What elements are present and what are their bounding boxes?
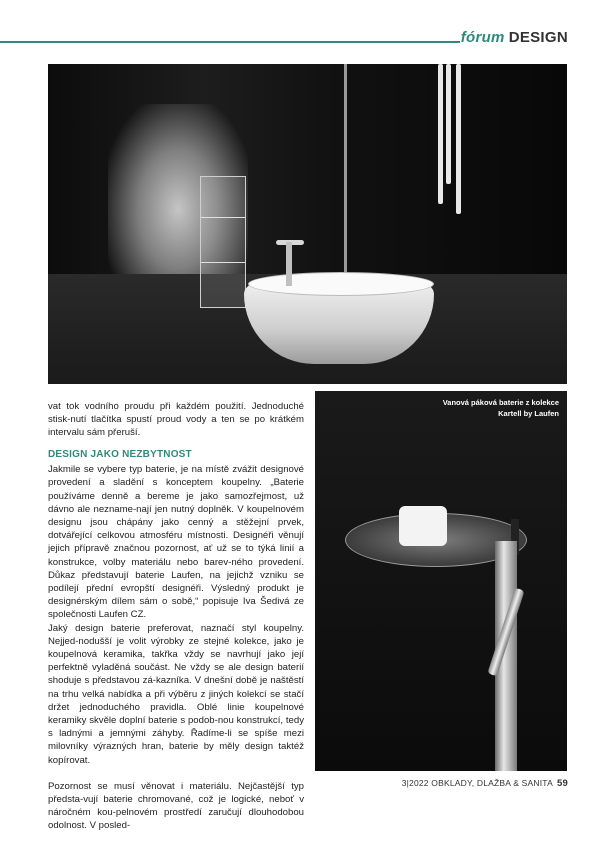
page-number: 59 bbox=[557, 778, 568, 789]
issue-label: 3|2022 OBKLADY, DLAŽBA & SANITA bbox=[401, 778, 553, 788]
section-title bbox=[461, 29, 568, 46]
photo-caption bbox=[443, 397, 559, 419]
header-rule bbox=[0, 41, 460, 43]
subheading: DESIGN JAKO NEZBYTNOST bbox=[48, 449, 192, 460]
section-prefix: fórum bbox=[460, 29, 505, 46]
glass-shelf bbox=[200, 176, 246, 308]
caption-line-1: Vanová páková baterie z kolekce bbox=[442, 398, 559, 407]
pendant-lamp bbox=[446, 64, 451, 184]
floor-faucet bbox=[286, 242, 292, 286]
caption-line-2: Kartell by Laufen bbox=[498, 409, 559, 418]
faucet-photo bbox=[315, 391, 567, 771]
pendant-lamp bbox=[456, 64, 461, 214]
paragraph-3: Pozornost se musí věnovat i materiálu. Nejčastější typ předsta-vují baterie chromované, což je logické, neboť v náročném kou-pelnovém prostředí zaručují dlouhodobou odolnost. V posled- bbox=[48, 780, 304, 832]
pendant-lamp bbox=[438, 64, 443, 204]
intro-paragraph: vat tok vodního proudu při každém použití. Jednoduché stisk-nutí tlačítka spustí proud vody a ten se po krátkém intervalu sám přeruší. bbox=[48, 401, 304, 439]
section-name: DESIGN bbox=[508, 29, 568, 46]
bathtub-rim bbox=[248, 272, 434, 296]
article-column bbox=[48, 448, 304, 846]
soap-bar bbox=[399, 506, 447, 546]
paragraph-2: Jaký design baterie preferovat, naznačí styl koupelny. Nejjed-nodušší je volit výrobky ze stejné kolekce, jako je koupelnová keramika, takřka vždy se navrhují jako její perfektně vyladěná součást. Ne vždy se ale design baterií shoduje s představou zá-kazníka. V dnešní době je naštěstí na trhu velká nabídka a při výběru z jiných kolekcí se stačí držet jednoduchého pravidla. Oblé linie koupelnové keramiky skvěle doplní baterie s podob-nou konstrukcí, tedy s ladnými a jemnými záhyby. Řadíme-li se spíše mezi milovníky výrazných hran, baterie by měly design taktéž kopírovat. bbox=[48, 622, 304, 766]
intro-column bbox=[48, 400, 304, 453]
paragraph-1: Jakmile se vybere typ baterie, je na místě zvážit designové provedení a sladění s konceptem koupelny. „Baterie používáme denně a bereme je jako samozřejmost, už dávno ale nezname-nají jen nutný doplněk. V koupelnovém designu jsou chápány jako cenný a stěžejní prvek, dotvářející celkovou atmosféru místnosti. Designéři věnují jejich přípravě značnou pozornost, ať už se to týká linií a konstrukce, volby materiálu nebo barev-ného provedení. Důkaz představují baterie Laufen, na jejichž vzniku se podílejí přední evropští designéři. Výsledný produkt je designérským dílem sám o sobě,“ popisuje Iva Šedivá ze společnosti Laufen CZ. bbox=[48, 464, 304, 621]
page-footer bbox=[402, 778, 568, 789]
hero-photo-bathtub bbox=[48, 64, 567, 384]
